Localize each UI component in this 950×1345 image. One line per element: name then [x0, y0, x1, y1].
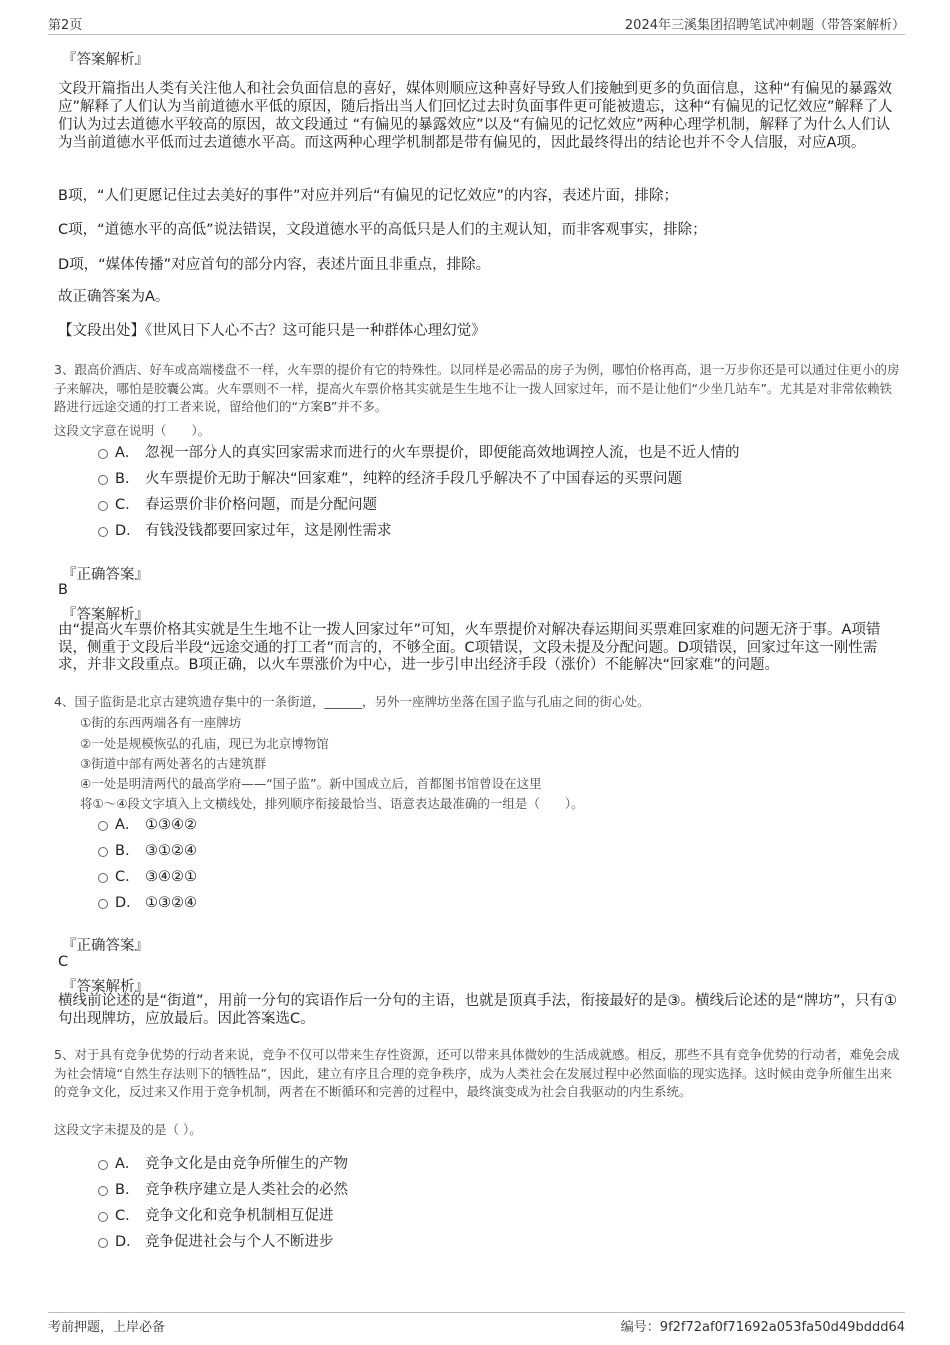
analysis-paragraph-4: D项，“媒体传播”对应首句的部分内容，表述片面且非重点，排除。 — [58, 257, 491, 273]
question-3-option-a[interactable]: A． 忽视一部分人的真实回家需求而进行的火车票提价，即便能高效地调控人流，也是不近人情的 — [98, 443, 740, 463]
question-3-ask: 这段文字意在说明（ ）。 — [54, 423, 211, 438]
question-4-option-b[interactable]: B． ③①②④ — [98, 841, 197, 861]
question-4-stem: 4、国子监街是北京古建筑遗存集中的一条街道，______，另外一座牌坊坐落在国子监与孔庙之间的街心处。 — [54, 694, 650, 709]
question-4-item-2: ②一处是规模恢弘的孔庙，现已为北京博物馆 — [80, 736, 329, 751]
question-3-option-c[interactable]: C． 春运票价非价格问题，而是分配问题 — [98, 495, 377, 515]
page-header — [48, 14, 905, 35]
analysis-3: 由“提高火车票价格其实就是生生地不让一拨人回家过年”可知，火车票提价对解决春运期间买票难回家难的问题无济于事。A项错误，侧重于文段后半段“远途交通的打工者”而言的，不够全面。C项错误，文段未提及分配问题。D项错误，回家过年这一刚性需求，并非文段重点。B项正确，以火车票涨价为中心，进一步引申出经济手段（涨价）不能解决“回家难”的问题。 — [58, 622, 881, 673]
question-4-option-a[interactable]: A． ①③④② — [98, 815, 197, 835]
radio-button-icon[interactable] — [98, 873, 108, 883]
question-4-option-d[interactable]: D． ①③②④ — [98, 893, 197, 913]
radio-button-icon[interactable] — [98, 847, 108, 857]
question-4-item-3: ③街道中部有两处著名的古建筑群 — [80, 756, 267, 771]
radio-button-icon[interactable] — [98, 1160, 108, 1170]
question-4-item-1: ①街的东西两端各有一座牌坊 — [80, 715, 242, 730]
correct-answer-4: C — [58, 954, 69, 970]
question-4-ask: 将①～④段文字填入上文横线处，排列顺序衔接最恰当、语意表达最准确的一组是（ ）。 — [80, 796, 584, 811]
page-footer — [48, 1312, 905, 1335]
radio-button-icon[interactable] — [98, 899, 108, 909]
radio-button-icon[interactable] — [98, 475, 108, 485]
radio-button-icon[interactable] — [98, 501, 108, 511]
question-5-option-a[interactable]: A． 竞争文化是由竞争所催生的产物 — [98, 1154, 348, 1174]
analysis-label-3: 『答案解析』 — [62, 607, 149, 623]
correct-answer-label-4: 『正确答案』 — [62, 938, 149, 954]
analysis-4: 横线前论述的是“街道”，用前一分句的宾语作后一分句的主语，也就是顶真手法，衔接最好的是③。横线后论述的是“牌坊”，只有①句出现牌坊，应放最后。因此答案选C。 — [58, 993, 898, 1027]
question-3-option-b[interactable]: B． 火车票提价无助于解决“回家难”，纯粹的经济手段几乎解决不了中国春运的买票问题 — [98, 469, 682, 489]
radio-button-icon[interactable] — [98, 1186, 108, 1196]
source-citation: 【文段出处】《世风日下人心不古？这可能只是一种群体心理幻觉》 — [58, 323, 486, 339]
analysis-label-1: 『答案解析』 — [62, 52, 149, 68]
question-4-item-4: ④一处是明清两代的最高学府——“国子监”。新中国成立后，首都图书馆曾设在这里 — [80, 776, 542, 791]
radio-button-icon[interactable] — [98, 527, 108, 537]
document-id: 编号：9f2f72af0f71692a053fa50d49bddd64 — [620, 1320, 905, 1335]
page-number: 第2页 — [48, 18, 83, 33]
analysis-conclusion: 故正确答案为A。 — [58, 289, 170, 305]
question-5-option-b[interactable]: B． 竞争秩序建立是人类社会的必然 — [98, 1180, 348, 1200]
analysis-paragraph-2: B项，“人们更愿记住过去美好的事件”对应并列后“有偏见的记忆效应”的内容，表述片面，排除； — [58, 188, 678, 204]
question-5-stem: 5、对于具有竞争优势的行动者来说，竞争不仅可以带来生存性资源，还可以带来具体微妙的生活成就感。相反，那些不具有竞争优势的行动者，难免会成为社会情境“自然生存法则下的牺牲品”，因此，建立有序且合理的竞争秩序，成为人类社会在发展过程中必然面临的现实选择。这时候由竞争所催生出来的竞争文化，反过来又作用于竞争机制，两者在不断循环和完善的过程中，最终演变成为社会自我驱动的内生系统。 — [54, 1047, 900, 1099]
analysis-label-4: 『答案解析』 — [62, 979, 149, 995]
radio-button-icon[interactable] — [98, 821, 108, 831]
document-title: 2024年三溪集团招聘笔试冲刺题（带答案解析） — [624, 18, 905, 33]
radio-button-icon[interactable] — [98, 449, 108, 459]
question-4-option-c[interactable]: C． ③④②① — [98, 867, 197, 887]
radio-button-icon[interactable] — [98, 1212, 108, 1222]
question-3-stem: 3、跟高价酒店、好车或高端楼盘不一样，火车票的提价有它的特殊性。以同样是必需品的房子为例，哪怕价格再高，退一万步你还是可以通过住更小的房子来解决，哪怕是胶囊公寓。火车票则不一样，提高火车票价格其实就是生生地不让一拨人回家过年，而不是让他们“少坐几站车”。尤其是对非常依赖铁路进行远途交通的打工者来说，留给他们的“方案B”并不多。 — [54, 362, 900, 414]
analysis-paragraph-1: 文段开篇指出人类有关注他人和社会负面信息的喜好，媒体则顺应这种喜好导致人们接触到更多的负面信息，这种“有偏见的暴露效应”解释了人们认为当前道德水平低的原因，随后指出当人们回忆过去时负面事件更可能被遗忘，这种“有偏见的记忆效应”解释了人们认为过去道德水平较高的原因，故文段通过 “有偏见的暴露效应”以及“有偏见的记忆效应”两种心理学机制，解释了为什么人们认为当前道德水平低而过去道德水平高。而这两种心理学机制都是带有偏见的，因此最终得出的结论也并不令人信服，对应A项。 — [58, 81, 893, 151]
footer-slogan: 考前押题，上岸必备 — [48, 1320, 166, 1335]
question-3-option-d[interactable]: D． 有钱没钱都要回家过年，这是刚性需求 — [98, 521, 392, 541]
question-5-option-d[interactable]: D． 竞争促进社会与个人不断进步 — [98, 1232, 334, 1252]
question-5-option-c[interactable]: C． 竞争文化和竞争机制相互促进 — [98, 1206, 334, 1226]
question-5-ask: 这段文字未提及的是（ ）。 — [54, 1122, 202, 1137]
radio-button-icon[interactable] — [98, 1238, 108, 1248]
analysis-paragraph-3: C项，“道德水平的高低”说法错误，文段道德水平的高低只是人们的主观认知，而非客观事实，排除； — [58, 222, 707, 238]
correct-answer-label-3: 『正确答案』 — [62, 567, 149, 583]
correct-answer-3: B — [58, 582, 68, 598]
